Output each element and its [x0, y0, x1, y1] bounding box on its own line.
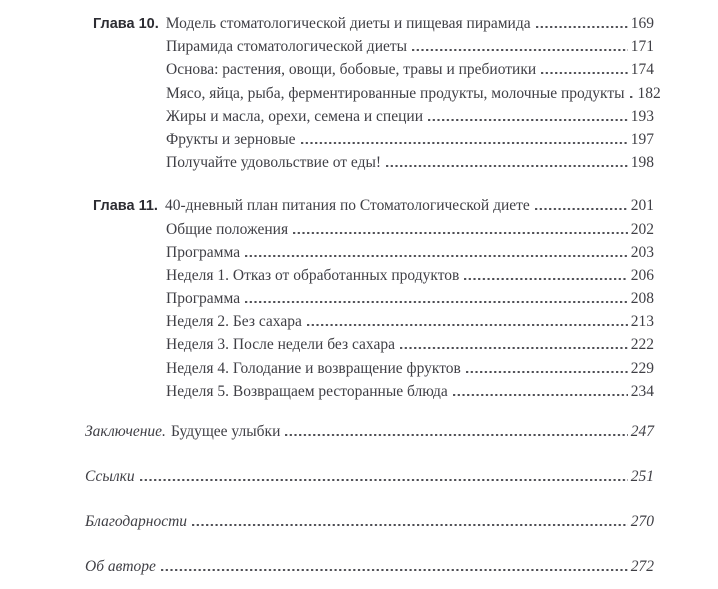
backmatter-row-acknowledgements	[85, 510, 654, 533]
backmatter-title-italic: Заключение.	[85, 423, 166, 440]
toc-sub-row	[93, 82, 661, 105]
page-number: 234	[630, 382, 654, 400]
toc-chapter-row	[93, 194, 654, 217]
toc-sub-row	[93, 241, 654, 264]
dot-leader	[535, 208, 628, 210]
toc-sub-row	[93, 264, 654, 287]
chapter-title: Модель стоматологической диеты и пищевая пирамида	[165, 15, 531, 32]
dot-leader	[245, 255, 628, 257]
chapter-title: 40-дневный план питания по Стоматологической диете	[164, 197, 530, 215]
page-number: 169	[630, 15, 654, 32]
page-number: 247	[630, 423, 654, 440]
toc-sub-row	[93, 333, 654, 356]
page-number: 201	[630, 197, 654, 215]
page-number: 203	[630, 243, 654, 261]
dot-leader	[453, 394, 628, 396]
dot-leader	[400, 347, 628, 349]
section-title: Неделя 3. После недели без сахара	[166, 336, 395, 354]
page-number: 198	[630, 154, 654, 172]
dot-leader	[630, 96, 635, 98]
dot-leader	[464, 278, 627, 280]
toc-sub-row	[93, 105, 654, 128]
section-title: Неделя 5. Возвращаем ресторанные блюда	[166, 382, 448, 400]
section-title: Получайте удовольствие от еды!	[166, 154, 382, 172]
page-number: 222	[630, 336, 654, 354]
page-number: 213	[630, 313, 654, 331]
chapter-label: Глава 11.	[93, 198, 158, 215]
section-title: Неделя 2. Без сахара	[166, 313, 302, 331]
dot-leader	[307, 324, 628, 326]
page-number: 171	[630, 38, 654, 56]
dot-leader	[192, 524, 628, 526]
page-number: 197	[630, 130, 654, 148]
toc-sub-row	[93, 218, 654, 241]
toc-sub-row	[93, 357, 654, 380]
dot-leader	[293, 232, 628, 234]
section-title: Программа	[166, 290, 241, 308]
chapter-block-11	[93, 194, 654, 403]
section-title: Основа: растения, овощи, бобовые, травы и пребиотики	[166, 61, 537, 79]
dot-leader	[161, 569, 628, 571]
section-title: Общие положения	[166, 220, 289, 238]
toc-sub-row	[93, 287, 654, 310]
page-number: 206	[630, 266, 654, 284]
dot-leader	[536, 26, 628, 28]
toc-sub-row	[93, 380, 654, 403]
page-number: 182	[637, 84, 661, 102]
backmatter-row-conclusion	[85, 420, 654, 443]
page-number: 272	[630, 557, 654, 575]
toc-sub-row	[93, 35, 654, 58]
page-number: 270	[630, 512, 654, 530]
dot-leader	[466, 371, 628, 373]
toc-sub-row	[93, 151, 654, 174]
dot-leader	[541, 72, 628, 74]
page-number: 193	[630, 107, 654, 125]
backmatter-title-italic: Ссылки	[85, 467, 135, 485]
backmatter-row-references	[85, 465, 654, 488]
backmatter-row-about-author	[85, 555, 654, 578]
section-title: Пирамида стоматологической диеты	[166, 38, 408, 56]
page-number: 229	[630, 359, 654, 377]
dot-leader	[245, 301, 628, 303]
page-number: 251	[630, 467, 654, 485]
section-title: Неделя 1. Отказ от обработанных продуктов	[166, 266, 460, 284]
dot-leader	[285, 434, 627, 436]
dot-leader	[386, 165, 628, 167]
chapter-block-10	[93, 12, 661, 174]
toc-sub-row	[93, 128, 654, 151]
dot-leader	[428, 119, 628, 121]
section-title: Фрукты и зерновые	[166, 130, 296, 148]
chapter-label: Глава 10.	[93, 16, 159, 32]
section-title: Программа	[166, 243, 241, 261]
toc-sub-row	[93, 58, 654, 81]
page-number: 208	[630, 290, 654, 308]
page-number: 202	[630, 220, 654, 238]
backmatter-title-rest: Будущее улыбки	[170, 423, 281, 440]
toc-chapter-row	[93, 12, 654, 35]
backmatter-title-italic: Благодарности	[85, 512, 188, 530]
toc-sub-row	[93, 310, 654, 333]
section-title: Неделя 4. Голодание и возвращение фруктов	[166, 359, 461, 377]
backmatter-title-italic: Об авторе	[85, 557, 156, 575]
page-number: 174	[630, 61, 654, 79]
dot-leader	[140, 479, 628, 481]
section-title: Мясо, яйца, рыба, ферментированные продукты, молочные продукты	[166, 84, 625, 102]
dot-leader	[412, 49, 628, 51]
section-title: Жиры и масла, орехи, семена и специи	[166, 107, 423, 125]
dot-leader	[301, 142, 628, 144]
